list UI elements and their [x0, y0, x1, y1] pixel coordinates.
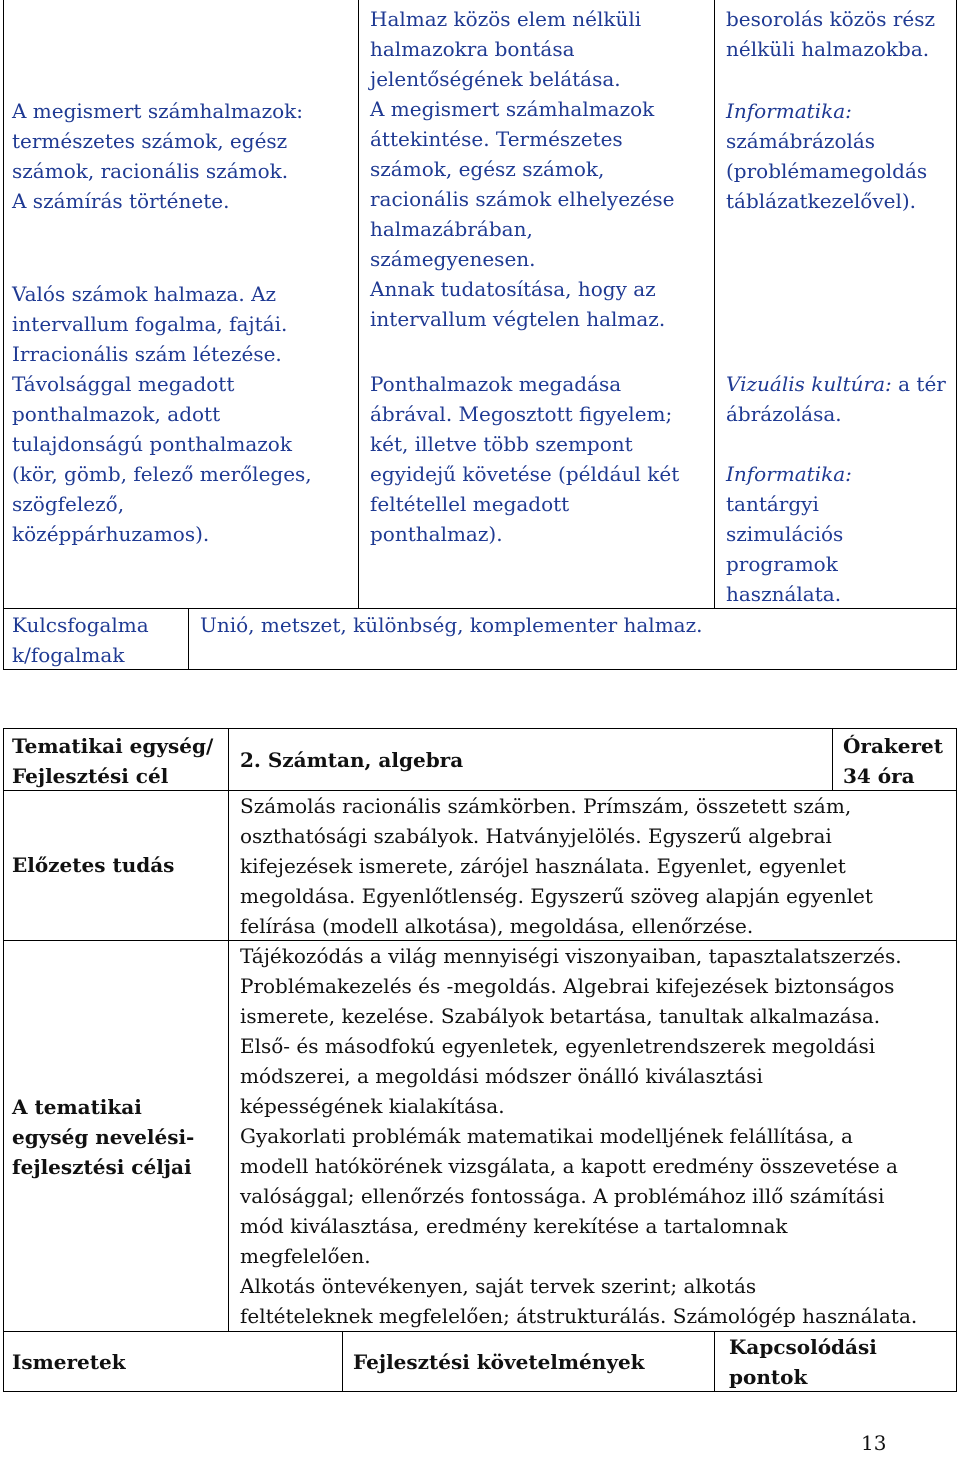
text-line: Tájékozódás a világ mennyiségi viszonyaiban, tapasztalatszerzés. — [240, 944, 902, 968]
text-line: (problémamegoldás — [726, 159, 928, 183]
col3-visual-culture — [726, 369, 946, 429]
text-line: oszthatósági szabályok. Hatványjelölés. Egyszerű algebrai — [240, 824, 832, 848]
unit-header-label — [12, 731, 213, 791]
text-line: számegyenesen. — [370, 247, 536, 271]
text-line: Valós számok halmaza. Az — [12, 282, 277, 306]
text-line: ponthalmazok, adott — [12, 402, 221, 426]
text-line: Irracionális szám létezése. — [12, 342, 282, 366]
unit-table-hours-divider — [832, 728, 833, 790]
text-line: természetes számok, egész — [12, 129, 288, 153]
page-number: 13 — [861, 1431, 887, 1455]
subject-label: Informatika: — [726, 99, 852, 123]
text-line: Problémakezelés és -megoldás. Algebrai kifejezések biztonságos — [240, 974, 895, 998]
text-line: képességének kialakítása. — [240, 1094, 505, 1118]
text-line: táblázatkezelővel). — [726, 189, 917, 213]
col1-block1 — [12, 96, 303, 216]
text-line: módszerei, a megoldási módszer önálló kiválasztási — [240, 1064, 763, 1088]
text-line: Távolsággal megadott — [12, 372, 235, 396]
unit-table-col-divider-1 — [342, 1331, 343, 1392]
unit-table-border-top — [3, 728, 957, 729]
text-line: felírása (modell alkotása), megoldása, ellenőrzése. — [240, 914, 754, 938]
subject-label: Informatika: — [726, 462, 852, 486]
text-line: megoldása. Egyenlőtlenség. Egyszerű szöveg alapján egyenlet — [240, 884, 873, 908]
col3-block1 — [726, 4, 935, 64]
text-line: Első- és másodfokú egyenletek, egyenletrendszerek megoldási — [240, 1034, 876, 1058]
text-line: nélküli halmazokba. — [726, 37, 930, 61]
col-header-kapcsolodasi — [729, 1332, 877, 1392]
text-line: Tematikai egység/ — [12, 734, 214, 758]
text-line: A megismert számhalmazok — [370, 97, 655, 121]
text-line: ábrázolása. — [726, 402, 842, 426]
text-line: A számírás története. — [12, 189, 230, 213]
text-line: szimulációs — [726, 522, 844, 546]
text-line: ábrával. Megosztott figyelem; — [370, 402, 673, 426]
text-line: valósággal; ellenőrzés fontossága. A problémához illő számítási — [240, 1184, 885, 1208]
text-line: két, illetve több szempont — [370, 432, 633, 456]
text-line: racionális számok elhelyezése — [370, 187, 675, 211]
text-line: programok — [726, 552, 838, 576]
text-line: Ponthalmazok megadása — [370, 372, 622, 396]
key-concepts-divider — [188, 608, 189, 670]
top-table-divider-1 — [358, 0, 359, 608]
text-line: Gyakorlati problémák matematikai modelljének felállítása, a — [240, 1124, 853, 1148]
text-line: k/fogalmak — [12, 643, 125, 667]
text-line: tantárgyi — [726, 492, 819, 516]
text-line: középpárhuzamos). — [12, 522, 210, 546]
text-line: Annak tudatosítása, hogy az — [370, 277, 656, 301]
col-header-ismeretek: Ismeretek — [12, 1350, 126, 1374]
text-line: jelentőségének belátása. — [370, 67, 621, 91]
text-line: ponthalmaz). — [370, 522, 503, 546]
hours-value: 34 óra — [843, 764, 915, 788]
text-line: használata. — [726, 582, 842, 606]
subject-label: Vizuális kultúra: — [726, 372, 892, 396]
text-line: A tematikai — [12, 1095, 142, 1119]
text-span: a tér — [891, 372, 946, 396]
text-line: számok, egész számok, — [370, 157, 605, 181]
col-header-fejlesztesi: Fejlesztési követelmények — [353, 1350, 645, 1374]
col3-informatics-2 — [726, 459, 852, 609]
text-line: modell hatókörének vizsgálata, a kapott eredmény összevetése a — [240, 1154, 898, 1178]
goals-text — [240, 941, 917, 1331]
text-line: ismerete, kezelése. Szabályok betartása, tanultak alkalmazása. — [240, 1004, 881, 1028]
top-table-border-left — [3, 0, 4, 670]
text-line: besorolás közös rész — [726, 7, 936, 31]
text-line: mód kiválasztása, eredmény kerekítése a tartalomnak — [240, 1214, 788, 1238]
text-line: áttekintése. Természetes — [370, 127, 623, 151]
text-line: kifejezések ismerete, zárójel használata. Egyenlet, egyenlet — [240, 854, 846, 878]
text-line: Kapcsolódási — [729, 1335, 877, 1359]
col2-block2 — [370, 369, 679, 549]
text-line: (kör, gömb, felező merőleges, — [12, 462, 312, 486]
text-line: Kulcsfogalma — [12, 613, 149, 637]
text-line: intervallum végtelen halmaz. — [370, 307, 666, 331]
text-line: egyidejű követése (például két — [370, 462, 680, 486]
text-line: intervallum fogalma, fajtái. — [12, 312, 288, 336]
unit-table-border-right — [956, 728, 957, 1392]
unit-table-col-divider-2 — [714, 1331, 715, 1392]
prior-knowledge-label: Előzetes tudás — [12, 853, 175, 877]
unit-table-label-divider — [228, 728, 229, 1331]
col3-informatics-1 — [726, 96, 927, 216]
key-concepts-value: Unió, metszet, különbség, komplementer halmaz. — [200, 613, 703, 637]
top-table-divider-2 — [714, 0, 715, 608]
text-line: fejlesztési céljai — [12, 1155, 192, 1179]
text-line: Alkotás öntevékenyen, saját tervek szerint; alkotás — [240, 1274, 757, 1298]
text-line: halmazokra bontása — [370, 37, 575, 61]
text-line: számok, racionális számok. — [12, 159, 289, 183]
text-line: feltételeknek megfelelően; átstrukturálás. Számológép használata. — [240, 1304, 918, 1328]
col2-block1 — [370, 4, 675, 334]
prior-knowledge-text — [240, 791, 873, 941]
text-line: egység nevelési- — [12, 1125, 195, 1149]
top-table-border-right — [956, 0, 957, 670]
text-line: feltétellel megadott — [370, 492, 570, 516]
key-concepts-label — [12, 610, 149, 670]
goals-label — [12, 1092, 194, 1182]
text-line: Számolás racionális számkörben. Prímszám, összetett szám, — [240, 794, 852, 818]
text-line: Halmaz közös elem nélküli — [370, 7, 642, 31]
col1-block2 — [12, 279, 312, 549]
text-line: A megismert számhalmazok: — [12, 99, 304, 123]
text-line: megfelelően. — [240, 1244, 371, 1268]
text-line: tulajdonságú ponthalmazok — [12, 432, 292, 456]
text-line: szögfelező, — [12, 492, 125, 516]
unit-table-border-left — [3, 728, 4, 1392]
unit-title: 2. Számtan, algebra — [240, 748, 464, 772]
text-line: halmazábrában, — [370, 217, 533, 241]
text-line: Fejlesztési cél — [12, 764, 169, 788]
text-line: számábrázolás — [726, 129, 876, 153]
text-line: pontok — [729, 1365, 808, 1389]
hours-label: Órakeret — [843, 734, 943, 758]
